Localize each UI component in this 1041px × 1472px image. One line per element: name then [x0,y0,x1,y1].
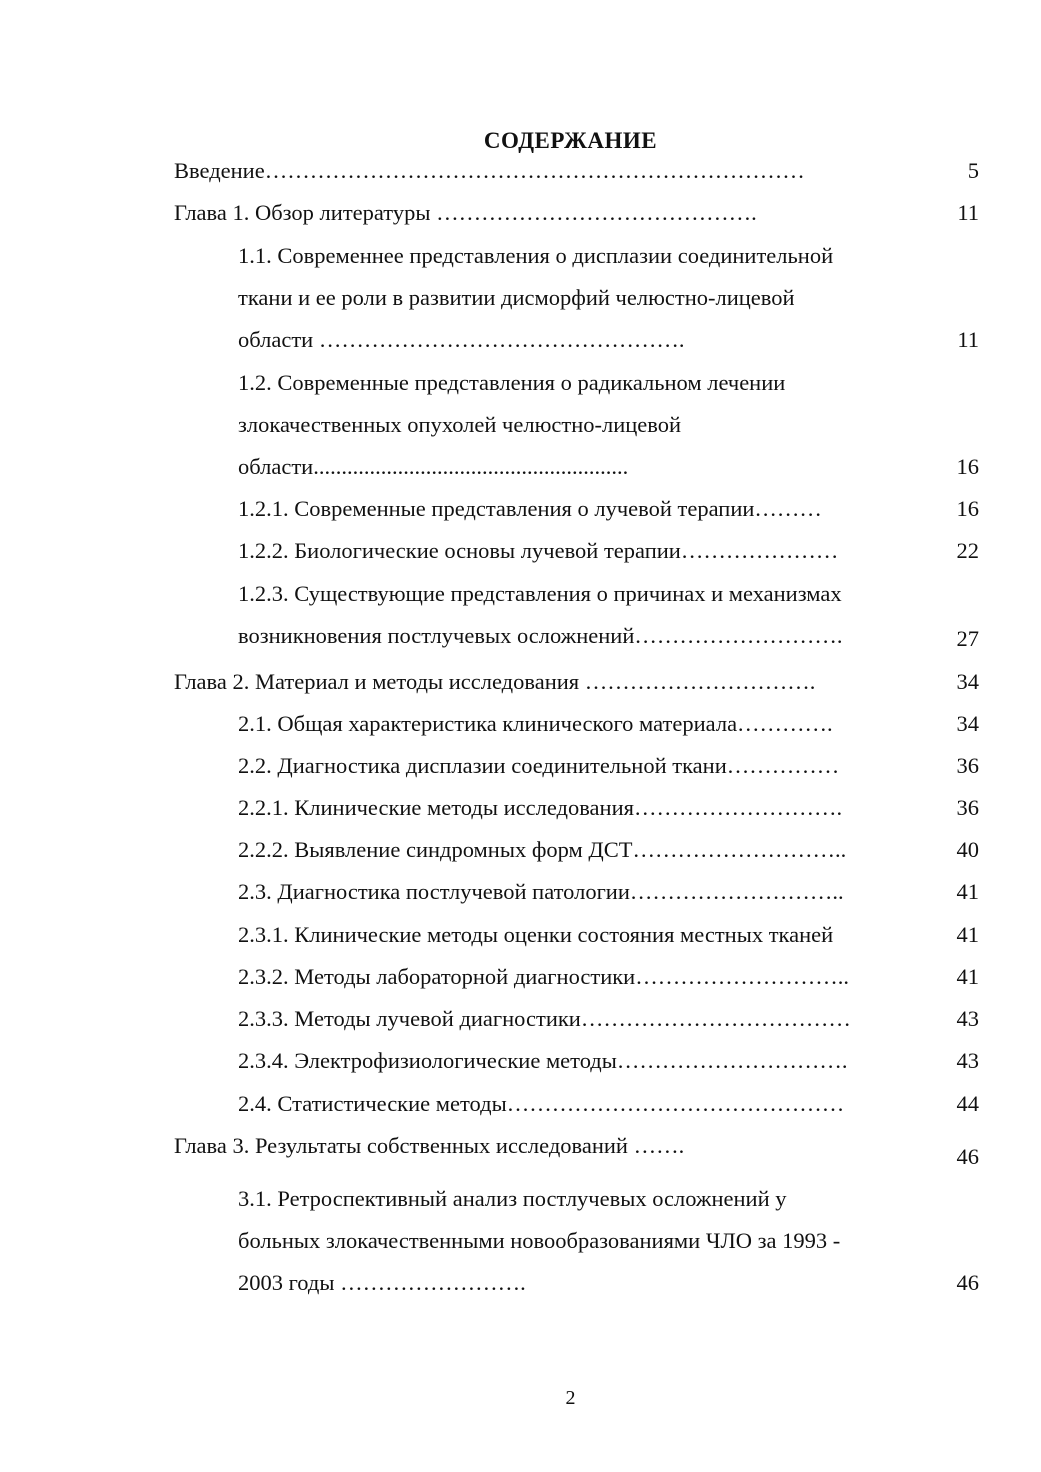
page-footer-number: 2 [565,1387,576,1409]
toc-line: возникновения постлучевых осложнений………………………. [238,623,843,648]
toc-page-number: 16 [956,454,979,479]
toc-line: Глава 2. Материал и методы исследования …………………………. [174,669,816,694]
toc-line: области …………………………………………. [238,327,685,352]
toc-line: 2.2.2. Выявление синдромных форм ДСТ……………………….. [238,837,847,862]
toc-page-number: 43 [956,1048,979,1073]
toc-page-number: 11 [957,327,979,352]
toc-line: 2.3.4. Электрофизиологические методы…………………………. [238,1048,848,1073]
toc-line: 2.3.1. Клинические методы оценки состояния местных тканей [238,922,834,947]
toc-page-number: 22 [956,538,979,563]
toc-page-number: 41 [956,964,979,989]
toc-line: 3.1. Ретроспективный анализ постлучевых осложнений у [238,1186,787,1211]
toc-page-number: 16 [956,496,979,521]
toc-line: 2.2. Диагностика дисплазии соединительной ткани…………… [238,753,840,778]
toc-line: 2.2.1. Клинические методы исследования………………………. [238,795,843,820]
toc-line: злокачественных опухолей челюстно-лицевой [238,412,682,437]
toc-page-number: 46 [956,1144,979,1169]
toc-page-number: 40 [956,837,979,862]
toc-line: 2.1. Общая характеристика клинического материала…………. [238,711,833,736]
toc-page-number: 36 [956,753,979,778]
toc-page-number: 44 [956,1091,979,1116]
toc-line: 2003 годы ……………………. [238,1270,526,1295]
toc-title: СОДЕРЖАНИЕ [483,128,658,153]
toc-page-number: 11 [957,200,979,225]
toc-line: 1.2.1. Современные представления о лучевой терапии……… [238,496,822,521]
toc-page-number: 5 [967,158,979,183]
toc-line: 2.3.2. Методы лабораторной диагностики……………………….. [238,964,849,989]
toc-page-number: 41 [956,879,979,904]
toc-line: больных злокачественными новообразованиями ЧЛО за 1993 - [238,1228,841,1253]
toc-line: Введение……………………………………………………………… [174,158,805,183]
toc-line: 2.3.3. Методы лучевой диагностики……………………………… [238,1006,851,1031]
toc-line: Глава 3. Результаты собственных исследований ……. [174,1133,685,1158]
toc-page-number: 34 [956,669,979,694]
toc-line: 2.4. Статистические методы……………………………………… [238,1091,845,1116]
toc-line: ткани и ее роли в развитии дисморфий челюстно-лицевой [238,285,795,310]
toc-page-number: 27 [956,626,979,651]
toc-page-number: 34 [956,711,979,736]
toc-line: 1.2.2. Биологические основы лучевой терапии………………… [238,538,839,563]
toc-line: области........................................................ [238,454,629,479]
toc-line: 1.2.3. Существующие представления о причинах и механизмах [238,581,842,606]
toc-line: 1.2. Современные представления о радикальном лечении [238,370,786,395]
toc-line: 2.3. Диагностика постлучевой патологии……………………….. [238,879,844,904]
toc-page-number: 36 [956,795,979,820]
toc-line: Глава 1. Обзор литературы ……………………………………. [174,200,757,225]
toc-page-number: 43 [956,1006,979,1031]
toc-line: 1.1. Современнее представления о дисплазии соединительной [238,243,834,268]
toc-page-number: 46 [956,1270,979,1295]
toc-page-number: 41 [956,922,979,947]
